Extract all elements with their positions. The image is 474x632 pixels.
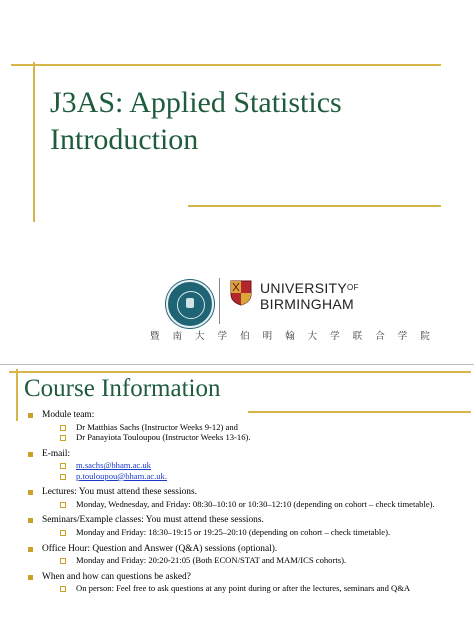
sub-bullet-icon <box>60 558 66 564</box>
sub-bullet-icon <box>60 463 66 469</box>
list-item-module-team <box>26 410 471 443</box>
sub-bullet-icon <box>60 474 66 480</box>
title-line-2: Introduction <box>50 123 199 156</box>
sub-bullet-icon <box>60 586 66 592</box>
sub-item <box>42 460 471 471</box>
sub-bullet-icon <box>60 502 66 508</box>
decor-line-vertical <box>16 369 18 421</box>
title-line-1: J3AS: Applied Statistics <box>50 86 342 119</box>
item-label: E-mail: <box>42 448 71 459</box>
list-item-email <box>26 449 471 482</box>
decor-line-vertical <box>33 62 35 222</box>
joint-institute-chinese-name: 暨 南 大 学 伯 明 翰 大 学 联 合 学 院 <box>150 331 435 342</box>
list-item-lectures <box>26 487 471 509</box>
decor-line-top <box>11 64 441 66</box>
logo-divider <box>219 278 220 324</box>
bullet-icon <box>28 490 33 495</box>
sub-bullet-icon <box>60 435 66 441</box>
list-item-questions <box>26 572 471 594</box>
sub-bullet-icon <box>60 530 66 536</box>
jinan-university-seal-icon <box>166 280 214 328</box>
item-label: Lectures: You must attend these sessions. <box>42 487 197 498</box>
bullet-icon <box>28 575 33 580</box>
birmingham-crest-icon <box>230 280 252 306</box>
email-link-sachs[interactable]: m.sachs@bham.ac.uk <box>76 460 151 471</box>
sub-item: Dr Panayiota Touloupou (Instructor Weeks 13-16). <box>42 432 471 443</box>
item-label: Office Hour: Question and Answer (Q&A) sessions (optional). <box>42 543 278 554</box>
course-info-list <box>26 410 471 600</box>
slide-title <box>50 84 342 158</box>
list-item-office-hour <box>26 544 471 566</box>
item-label: Seminars/Example classes: You must attend these sessions. <box>42 515 264 526</box>
bullet-icon <box>28 452 33 457</box>
bullet-icon <box>28 518 33 523</box>
sub-item: Monday and Friday: 18:30–19:15 or 19:25–20:10 (depending on cohort – check timetable). <box>42 527 471 538</box>
bullet-icon <box>28 547 33 552</box>
decor-line-top <box>9 371 471 373</box>
bullet-icon <box>28 413 33 418</box>
email-link-touloupou[interactable]: p.touloupou@bham.ac.uk. <box>76 470 167 481</box>
university-name <box>260 280 359 312</box>
sub-item: On person: Feel free to ask questions at any point during or after the lectures, seminars and Q&A <box>42 583 471 594</box>
sub-item: Dr Matthias Sachs (Instructor Weeks 9-12) and <box>42 422 471 433</box>
university-of: OF <box>347 283 359 292</box>
sub-item <box>42 471 471 482</box>
sub-item: Monday, Wednesday, and Friday: 08:30–10:10 or 10:30–12:10 (depending on cohort – check timetable). <box>42 499 471 510</box>
sub-bullet-icon <box>60 425 66 431</box>
institution-logos <box>150 276 435 346</box>
course-info-slide <box>0 365 474 632</box>
decor-line-bottom <box>188 205 441 207</box>
slide-title: Course Information <box>24 375 221 402</box>
sub-item: Monday and Friday: 20:20-21:05 (Both ECON/STAT and MAM/ICS cohorts). <box>42 555 471 566</box>
university-line-1: UNIVERSITY <box>260 280 348 296</box>
list-item-seminars <box>26 515 471 537</box>
item-label: When and how can questions be asked? <box>42 571 191 582</box>
university-line-2: BIRMINGHAM <box>260 296 354 312</box>
item-label: Module team: <box>42 410 95 420</box>
